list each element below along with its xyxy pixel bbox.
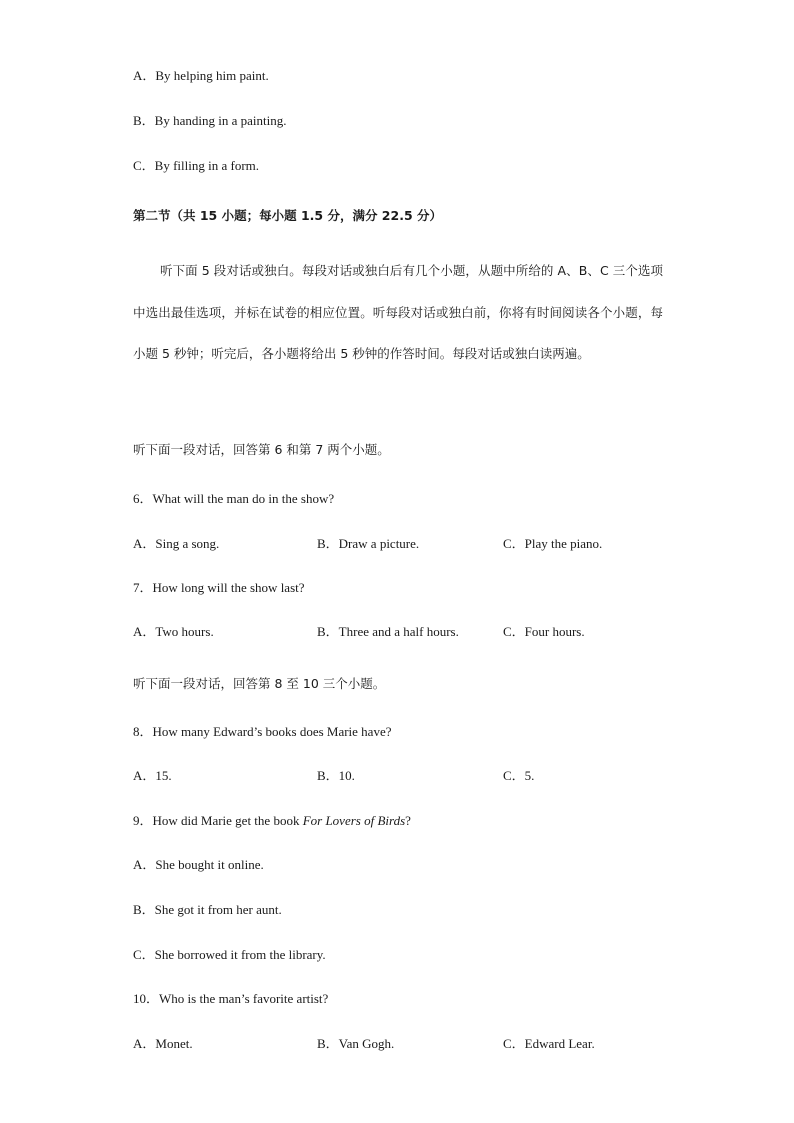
dialogue1-intro: 听下面一段对话，回答第 6 和第 7 两个小题。: [133, 442, 390, 457]
q6-option-b: B．Draw a picture.: [317, 536, 420, 551]
q6-stem: 6．What will the man do in the show?: [133, 491, 335, 506]
q8-stem: 8．How many Edward’s books does Marie have?: [133, 724, 392, 739]
q7-option-b: B．Three and a half hours.: [317, 624, 459, 639]
q9-stem: [133, 812, 411, 830]
q6-option-a: A．Sing a song.: [133, 536, 220, 551]
q9-book-title: For Lovers of Birds: [302, 813, 406, 828]
q9-stem-suffix: ?: [405, 813, 411, 828]
q7-stem: 7．How long will the show last?: [133, 580, 305, 595]
q9-option-c: C．She borrowed it from the library.: [133, 947, 326, 962]
section2-instructions: 听下面 5 段对话或独白。每段对话或独白后有几个小题，从题中所给的 A、B、C 三个选项中选出最佳选项，并标在试卷的相应位置。听每段对话或独白前，你将有时间阅读各个小题，每小题 5 秒钟；听完后，各小题将给出 5 秒钟的作答时间。每段对话或独白读两遍。: [133, 263, 663, 361]
dialogue2-intro: 听下面一段对话，回答第 8 至 10 三个小题。: [133, 676, 386, 691]
q8-option-b: B．10.: [317, 768, 355, 783]
q9-stem-prefix: 9．How did Marie get the book: [133, 813, 303, 828]
q5-option-a: A．By helping him paint.: [133, 68, 269, 83]
q9-option-b: B．She got it from her aunt.: [133, 902, 282, 917]
q9-option-a: A．She bought it online.: [133, 857, 264, 872]
q5-option-c: C．By filling in a form.: [133, 158, 260, 173]
q10-option-c: C．Edward Lear.: [503, 1036, 595, 1051]
q10-option-b: B．Van Gogh.: [317, 1036, 395, 1051]
q7-option-a: A．Two hours.: [133, 624, 214, 639]
q8-option-a: A．15.: [133, 768, 172, 783]
q6-option-c: C．Play the piano.: [503, 536, 603, 551]
q7-option-c: C．Four hours.: [503, 624, 585, 639]
section2-heading: 第二节（共 15 小题；每小题 1.5 分，满分 22.5 分）: [133, 208, 442, 223]
q8-option-c: C．5.: [503, 768, 535, 783]
q10-stem: 10．Who is the man’s favorite artist?: [133, 991, 329, 1006]
q10-option-a: A．Monet.: [133, 1036, 193, 1051]
q5-option-b: B．By handing in a painting.: [133, 113, 287, 128]
